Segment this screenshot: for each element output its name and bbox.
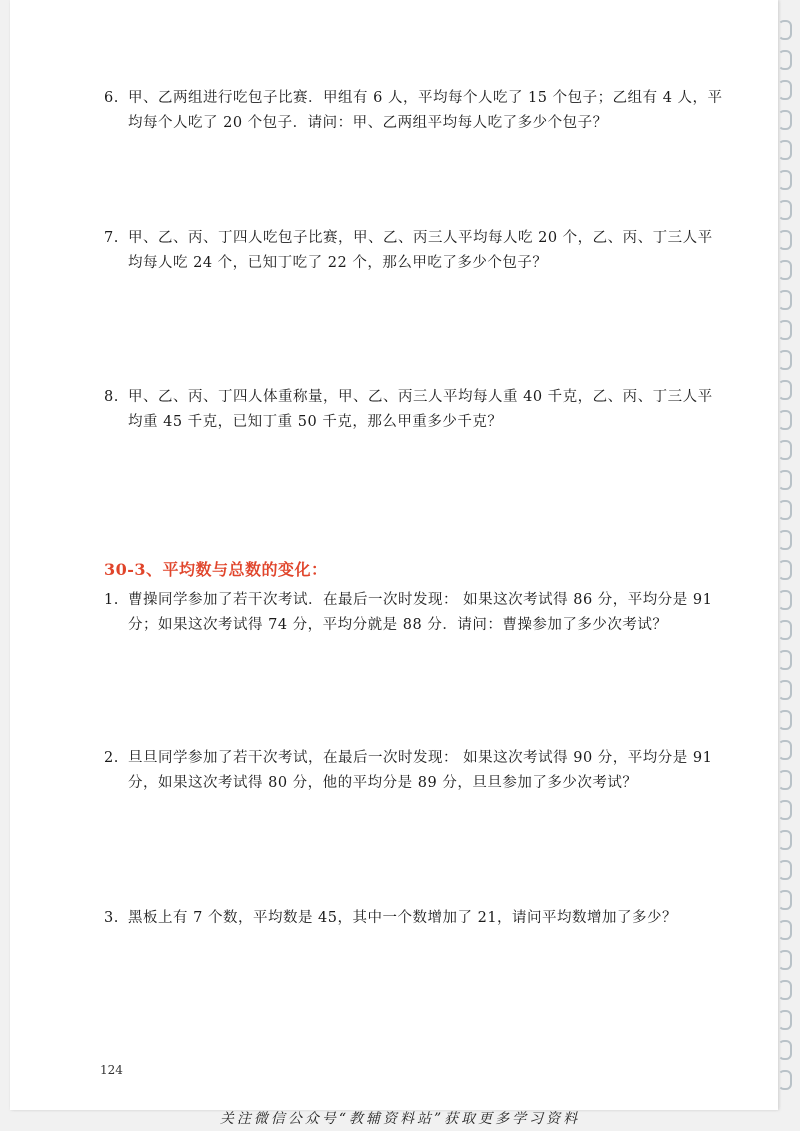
problem-text-line2: 均每个人吃了 20 个包子．请问：甲、乙两组平均每人吃了多少个包子？ bbox=[128, 115, 608, 131]
problem-text-line1: 旦旦同学参加了若干次考试，在最后一次时发现： 如果这次考试得 90 分，平均分是 91 bbox=[128, 750, 713, 766]
problem-7 bbox=[104, 226, 724, 276]
binding-ring bbox=[778, 350, 792, 370]
binding-ring bbox=[778, 680, 792, 700]
binding-ring bbox=[778, 320, 792, 340]
problem-number: 6. bbox=[104, 90, 119, 106]
problem-text-line1: 甲、乙、丙、丁四人吃包子比赛，甲、乙、丙三人平均每人吃 20 个，乙、丙、丁三人平 bbox=[128, 230, 713, 246]
binding-ring bbox=[778, 740, 792, 760]
problem-text-line2: 均重 45 千克，已知丁重 50 千克，那么甲重多少千克？ bbox=[128, 414, 503, 430]
binding-ring bbox=[778, 230, 792, 250]
binding-ring bbox=[778, 380, 792, 400]
binding-ring bbox=[778, 560, 792, 580]
problem-6 bbox=[104, 86, 724, 136]
binding-ring bbox=[778, 770, 792, 790]
spiral-binding bbox=[778, 20, 794, 1100]
binding-ring bbox=[778, 470, 792, 490]
binding-ring bbox=[778, 110, 792, 130]
binding-ring bbox=[778, 800, 792, 820]
binding-ring bbox=[778, 920, 792, 940]
binding-ring bbox=[778, 530, 792, 550]
problem-text-line1: 曹操同学参加了若干次考试．在最后一次时发现： 如果这次考试得 86 分，平均分是 91 bbox=[128, 592, 713, 608]
problem-3 bbox=[104, 906, 724, 931]
binding-ring bbox=[778, 440, 792, 460]
binding-ring bbox=[778, 860, 792, 880]
binding-ring bbox=[778, 1040, 792, 1060]
binding-ring bbox=[778, 650, 792, 670]
problem-text-line2: 分，如果这次考试得 80 分，他的平均分是 89 分，旦旦参加了多少次考试？ bbox=[128, 775, 638, 791]
problem-text-line2: 分；如果这次考试得 74 分，平均分就是 88 分．请问：曹操参加了多少次考试？ bbox=[128, 617, 668, 633]
binding-ring bbox=[778, 290, 792, 310]
problem-text-line2: 均每人吃 24 个，已知丁吃了 22 个，那么甲吃了多少个包子？ bbox=[128, 255, 548, 271]
problem-number: 7. bbox=[104, 230, 119, 246]
binding-ring bbox=[778, 1070, 792, 1090]
binding-ring bbox=[778, 260, 792, 280]
binding-ring bbox=[778, 50, 792, 70]
problem-text-line1: 甲、乙、丙、丁四人体重称量，甲、乙、丙三人平均每人重 40 千克，乙、丙、丁三人平 bbox=[128, 389, 713, 405]
problem-text-line1: 甲、乙两组进行吃包子比赛．甲组有 6 人，平均每个人吃了 15 个包子；乙组有 4 人，平 bbox=[128, 90, 723, 106]
binding-ring bbox=[778, 1010, 792, 1030]
binding-ring bbox=[778, 830, 792, 850]
binding-ring bbox=[778, 890, 792, 910]
page-sheet bbox=[10, 0, 778, 1110]
binding-ring bbox=[778, 500, 792, 520]
binding-ring bbox=[778, 950, 792, 970]
section-title: 30-3、平均数与总数的变化： bbox=[104, 560, 328, 579]
binding-ring bbox=[778, 140, 792, 160]
problem-number: 8. bbox=[104, 389, 119, 405]
page-number: 124 bbox=[100, 1063, 123, 1077]
binding-ring bbox=[778, 980, 792, 1000]
binding-ring bbox=[778, 80, 792, 100]
binding-ring bbox=[778, 170, 792, 190]
problem-number: 1. bbox=[104, 592, 119, 608]
footer-note: 关注微信公众号“教辅资料站”获取更多学习资料 bbox=[219, 1111, 581, 1127]
binding-ring bbox=[778, 410, 792, 430]
problem-1 bbox=[104, 588, 724, 638]
problem-2 bbox=[104, 746, 724, 796]
binding-ring bbox=[778, 590, 792, 610]
binding-ring bbox=[778, 620, 792, 640]
binding-ring bbox=[778, 200, 792, 220]
binding-ring bbox=[778, 710, 792, 730]
binding-ring bbox=[778, 20, 792, 40]
problem-8 bbox=[104, 385, 724, 435]
problem-number: 3. bbox=[104, 910, 119, 926]
problem-text-line1: 黑板上有 7 个数，平均数是 45，其中一个数增加了 21，请问平均数增加了多少？ bbox=[128, 910, 678, 926]
problem-number: 2. bbox=[104, 750, 119, 766]
